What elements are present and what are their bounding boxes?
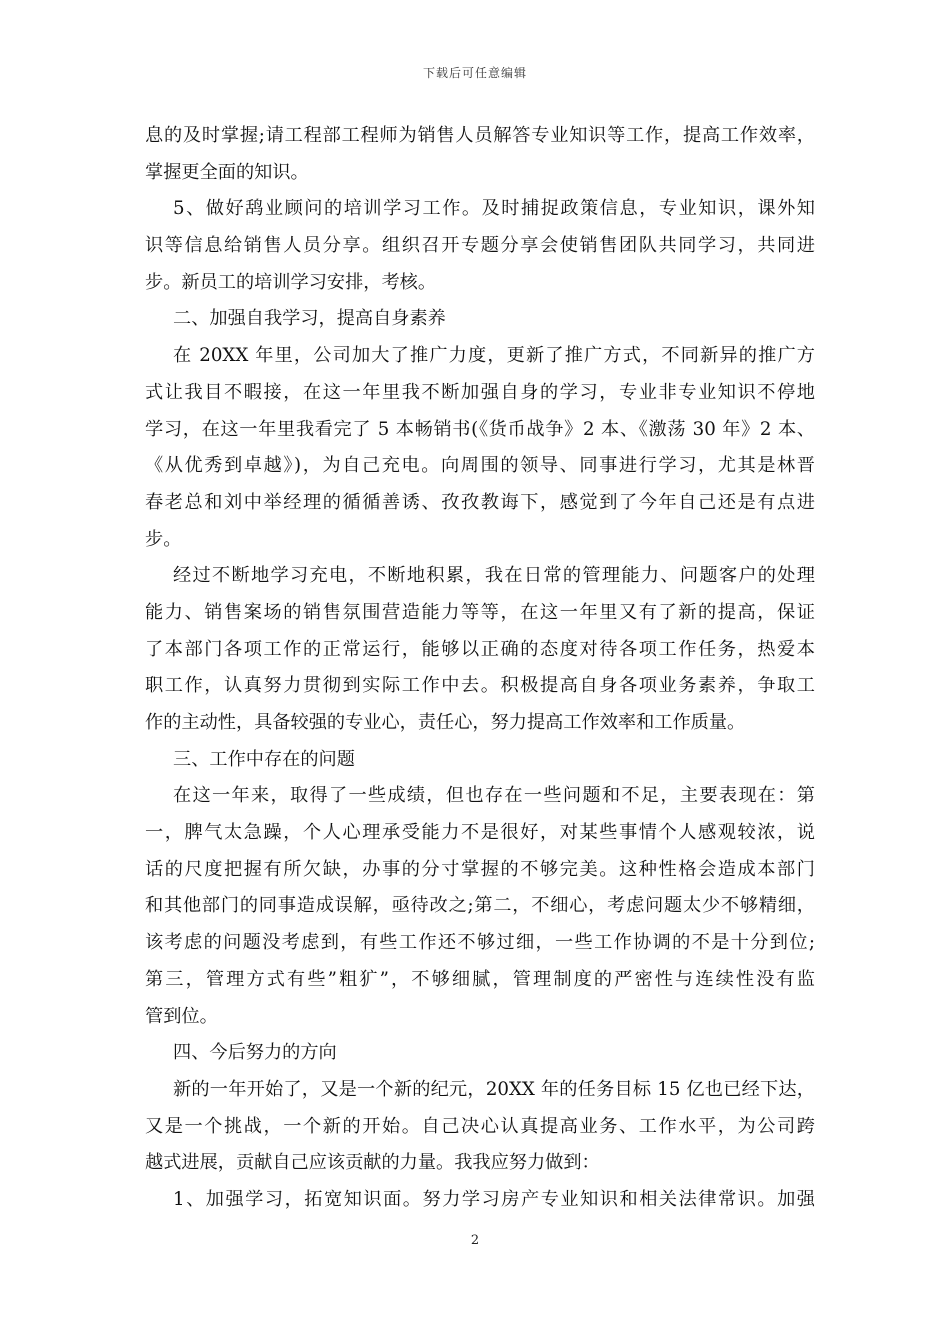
section-heading: 四、今后努力的方向 <box>173 1042 337 1064</box>
text-line: 掌握更全面的知识。 <box>145 161 309 183</box>
text-line: 新的一年开始了，又是一个新的纪元，20XX 年的任务目标 15 亿也已经下达， <box>173 1078 815 1100</box>
text-line: 该考虑的问题没考虑到，有些工作还不够过细，一些工作协调的不是十分到位; <box>145 932 815 954</box>
text-line: 一，脾气太急躁，个人心理承受能力不是很好，对某些事情个人感观较浓，说 <box>145 822 815 844</box>
text-line: 能力、销售案场的销售氛围营造能力等等，在这一年里又有了新的提高，保证 <box>145 601 815 623</box>
text-line: 步。新员工的培训学习安排，考核。 <box>145 271 437 293</box>
text-line: 息的及时掌握;请工程部工程师为销售人员解答专业知识等工作，提高工作效率， <box>145 125 815 146</box>
text-line: 第三，管理方式有些”粗犷”，不够细腻，管理制度的严密性与连续性没有监 <box>145 968 815 990</box>
page-header: 下载后可任意编辑 <box>422 66 527 80</box>
text-line: 在这一年来，取得了一些成绩，但也存在一些问题和不足，主要表现在：第 <box>173 785 815 807</box>
text-line: 学习，在这一年里我看完了 5 本畅销书(《货币战争》2 本、《激荡 30 年》2 本、 <box>145 418 815 440</box>
text-line: 式让我目不暇接，在这一年里我不断加强自身的学习，专业非专业知识不停地 <box>145 381 815 403</box>
text-line: 5、做好鸹业顾问的培训学习工作。及时捕捉政策信息，专业知识，课外知 <box>173 198 815 220</box>
text-line: 《从优秀到卓越》)，为自己充电。向周围的领导、同事进行学习，尤其是林晋 <box>145 455 815 477</box>
text-line: 在 20XX 年里，公司加大了推广力度，更新了推广方式，不同新异的推广方 <box>173 345 815 367</box>
text-line: 1、加强学习，拓宽知识面。努力学习房产专业知识和相关法律常识。加强 <box>173 1188 815 1210</box>
text-line: 和其他部门的同事造成误解，亟待改之;第二，不细心，考虑问题太少不够精细， <box>145 895 815 917</box>
document-body <box>145 118 815 1219</box>
text-line: 职工作，认真努力贯彻到实际工作中去。积极提高自身各项业务素养，争取工 <box>145 675 815 697</box>
text-line: 作的主动性，具备较强的专业心，责任心，努力提高工作效率和工作质量。 <box>145 712 746 733</box>
text-line: 又是一个挑战，一个新的开始。自己决心认真提高业务、工作水平，为公司跨 <box>145 1115 815 1137</box>
text-line: 经过不断地学习充电，不断地积累，我在日常的管理能力、问题客户的处理 <box>173 565 815 587</box>
text-line: 步。 <box>145 528 182 550</box>
text-line: 了本部门各项工作的正常运行，能够以正确的态度对待各项工作任务，热爱本 <box>145 638 815 660</box>
text-line: 春老总和刘中举经理的循循善诱、孜孜教诲下，感觉到了今年自己还是有点进 <box>145 491 815 513</box>
section-heading: 二、加强自我学习，提高自身素养 <box>173 308 446 330</box>
text-line: 管到位。 <box>145 1005 218 1027</box>
page-number: 2 <box>470 1233 480 1248</box>
text-line: 越式进展，贡献自己应该贡献的力量。我我应努力做到： <box>145 1152 600 1174</box>
text-line: 话的尺度把握有所欠缺，办事的分寸掌握的不够完美。这种性格会造成本部门 <box>145 858 815 880</box>
text-line: 识等信息给销售人员分享。组织召开专题分享会使销售团队共同学习，共同进 <box>145 235 815 257</box>
section-heading: 三、工作中存在的问题 <box>173 748 355 770</box>
